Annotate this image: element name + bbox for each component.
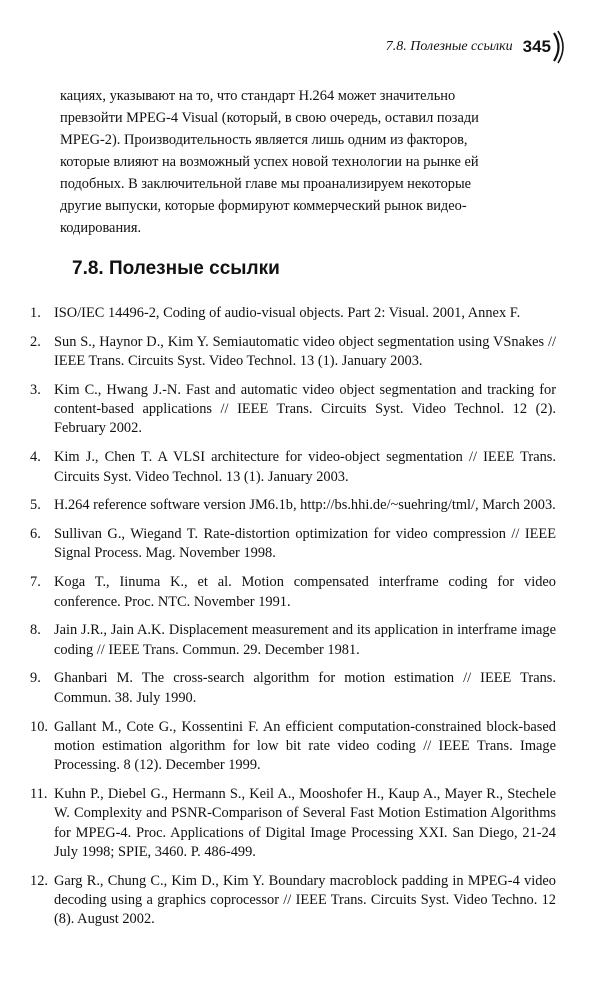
intro-line: другие выпуски, которые формируют коммерческий рынок видео-: [60, 198, 467, 214]
reference-list: [30, 304, 556, 939]
reference-text: ISO/IEC 14496-2, Coding of audio-visual objects. Part 2: Visual. 2001, Annex F.: [54, 305, 521, 321]
reference-text: Kim J., Chen T. A VLSI architecture for video-object segmentation // IEEE Trans. Circuits Syst. Video Technol. 13 (1). January 2003.: [54, 449, 556, 485]
reference-text: Sullivan G., Wiegand T. Rate-distortion optimization for video compression // IEEE Signal Process. Mag. November 1998.: [54, 526, 556, 562]
reference-number: 11.: [30, 785, 48, 802]
header-section-title: 7.8. Полезные ссылки: [385, 39, 513, 54]
reference-item: [30, 333, 556, 372]
reference-number: 4.: [30, 449, 41, 466]
reference-number: 8.: [30, 622, 41, 639]
intro-line: MPEG-2). Производительность является лишь одним из факторов,: [60, 132, 468, 148]
reference-item: [30, 621, 556, 660]
intro-paragraph: [60, 85, 554, 239]
reference-item: [30, 669, 556, 708]
reference-item: [30, 785, 556, 862]
reference-text: Gallant M., Cote G., Kossentini F. An efficient computation-constrained block-based motion estimation algorithm for low bit rate video coding // IEEE Trans. Image Processing. 8 (12). December 1999.: [54, 718, 556, 774]
page-number: 345: [522, 37, 551, 56]
section-title: 7.8. Полезные ссылки: [72, 258, 280, 279]
reference-number: 6.: [30, 526, 41, 543]
intro-line: которые влияют на возможный успех новой технологии на рынке ей: [60, 154, 479, 170]
reference-item: [30, 381, 556, 439]
reference-number: 12.: [30, 872, 48, 889]
reference-item: [30, 448, 556, 487]
reference-text: Ghanbari M. The cross-search algorithm for motion estimation // IEEE Trans. Commun. 38. July 1990.: [54, 670, 556, 706]
reference-text: Jain J.R., Jain A.K. Displacement measurement and its application in interframe image coding // IEEE Trans. Commun. 29. December 1981.: [54, 622, 556, 658]
reference-item: [30, 718, 556, 776]
reference-number: 5.: [30, 497, 41, 514]
intro-line: превзойти MPEG-4 Visual (который, в свою очередь, оставил позади: [60, 110, 479, 126]
intro-line: кациях, указывают на то, что стандарт H.264 может значительно: [60, 88, 456, 104]
reference-item: [30, 872, 556, 930]
intro-line: подобных. В заключительной главе мы проанализируем некоторые: [60, 176, 472, 192]
reference-text: H.264 reference software version JM6.1b, http://bs.hhi.de/~suehring/tml/, March 2003.: [54, 497, 556, 514]
reference-number: 10.: [30, 718, 48, 735]
running-header: [386, 30, 566, 64]
reference-text: Kuhn P., Diebel G., Hermann S., Keil A., Mooshofer H., Kaup A., Mayer R., Stechele W. Complexity and PSNR-Comparison of Several Fast Motion Estimation Algorithms for MPEG-4. Proc. Applications of Digital Image Processing XXI. San Diego, 21-24 July 1998; SPIE, 3460. P. 486-499.: [54, 785, 556, 860]
reference-text: Garg R., Chung C., Kim D., Kim Y. Boundary macroblock padding in MPEG-4 video decoding using a graphics coprocessor // IEEE Trans. Circuits Syst. Video Techno. 12 (8). August 2002.: [54, 872, 556, 928]
reference-number: 1.: [30, 305, 41, 321]
page-number-arcs-icon: [552, 30, 566, 64]
reference-number: 9.: [30, 670, 41, 687]
reference-item: [30, 304, 556, 323]
intro-line: кодирования.: [60, 220, 142, 236]
reference-item: [30, 496, 556, 515]
reference-number: 2.: [30, 333, 41, 350]
reference-text: Sun S., Haynor D., Kim Y. Semiautomatic video object segmentation using VSnakes // IEEE Trans. Circuits Syst. Video Technol. 13 (1). January 2003.: [54, 333, 556, 370]
reference-text: Koga T., Iinuma K., et al. Motion compensated interframe coding for video conference. Proc. NTC. November 1991.: [54, 574, 556, 610]
reference-item: [30, 573, 556, 612]
reference-item: [30, 525, 556, 564]
reference-number: 3.: [30, 381, 41, 398]
reference-text: Kim C., Hwang J.-N. Fast and automatic video object segmentation and tracking for content-based applications // IEEE Trans. Circuits Syst. Video Technol. 12 (2). February 2002.: [54, 381, 556, 437]
reference-number: 7.: [30, 574, 41, 591]
